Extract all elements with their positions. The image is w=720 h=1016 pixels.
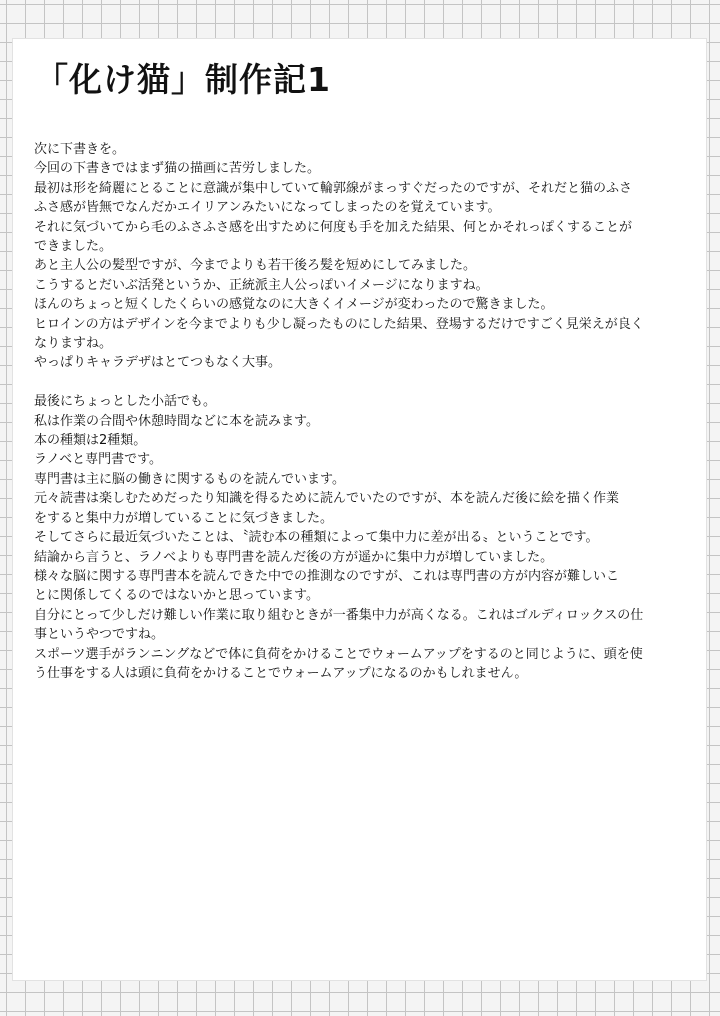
text-line: それに気づいてから毛のふさふさ感を出すために何度も手を加えた結果、何とかそれっぽくすることが [34, 219, 633, 235]
text-line: 最初は形を綺麗にとることに意識が集中していて輪郭線がまっすぐだったのですが、それだと猫のふさ [34, 180, 633, 196]
text-line: やっぱりキャラデザはとてつもなく大事。 [34, 355, 282, 371]
text-line: 自分にとって少しだけ難しい作業に取り組むときが一番集中力が高くなる。これはゴルディロックスの仕 [34, 607, 644, 623]
text-line: 元々読書は楽しむためだったり知識を得るために読んでいたのですが、本を読んだ後に絵を描く作業 [34, 491, 620, 507]
text-line: 専門書は主に脳の働きに関するものを読んでいます。 [34, 471, 345, 487]
paragraph [34, 179, 664, 218]
text-line: できました。 [34, 239, 113, 255]
text-line: そしてさらに最近気づいたことは、〝読む本の種類によって集中力に差が出る〟ということです。 [34, 530, 599, 546]
text-line: あと主人公の髪型ですが、今までよりも若干後ろ髪を短めにしてみました。 [34, 258, 477, 274]
paragraph [34, 218, 664, 257]
paragraph [34, 645, 664, 684]
text-line: 事というやつですね。 [34, 627, 165, 643]
paragraph [34, 392, 664, 411]
paragraph [34, 450, 664, 469]
paragraph [34, 489, 664, 528]
paragraph [34, 606, 664, 645]
document-title: 「化け猫」制作記1 [35, 60, 331, 99]
text-line: スポーツ選手がランニングなどで体に負荷をかけることでウォームアップをするのと同じように、頭を使 [34, 646, 643, 662]
text-line: ラノベと専門書です。 [34, 452, 163, 468]
text-line: 今回の下書きではまず猫の描画に苦労しました。 [34, 161, 321, 177]
paragraph [34, 412, 664, 431]
paragraph [34, 528, 664, 547]
paragraph [34, 256, 664, 275]
text-line: こうするとだいぶ活発というか、正統派主人公っぽいイメージになりますね。 [34, 277, 489, 293]
text-line: 次に下書きを。 [34, 142, 126, 157]
paragraph [34, 140, 664, 159]
text-line: 様々な脳に関する専門書本を読んできた中での推測なのですが、これは専門書の方が内容が難しいこ [34, 568, 620, 584]
paragraph [34, 548, 664, 567]
text-line: ほんのちょっと短くしたくらいの感覚なのに大きくイメージが変わったので驚きました。 [34, 297, 554, 313]
text-line: 本の種類は2種類。 [34, 433, 147, 449]
paragraph [34, 295, 664, 314]
text-line: なりますね。 [34, 336, 113, 352]
paragraph [34, 315, 664, 354]
paragraph [34, 470, 664, 489]
paragraph [34, 353, 664, 372]
text-line: をすると集中力が増していることに気づきました。 [34, 510, 334, 526]
text-line: 最後にちょっとした小話でも。 [34, 394, 217, 410]
text-line: ヒロインの方はデザインを今までよりも少し凝ったものにした結果、登場するだけですごく見栄えが良く [34, 316, 644, 332]
text-line: とに関係してくるのではないかと思っています。 [34, 588, 319, 604]
paragraph [34, 373, 664, 392]
paragraph [34, 431, 664, 450]
text-line: 私は作業の合間や休憩時間などに本を読みます。 [34, 413, 319, 429]
text-line: ふさ感が皆無でなんだかエイリアンみたいになってしまったのを覚えています。 [34, 200, 501, 216]
text-line: う仕事をする人は頭に負荷をかけることでウォームアップになるのかもしれません。 [34, 665, 528, 681]
paragraph [34, 567, 664, 606]
text-line [34, 373, 664, 392]
paragraph [34, 159, 664, 178]
text-line: 結論から言うと、ラノベよりも専門書を読んだ後の方が遥かに集中力が増していました。 [34, 549, 554, 565]
paragraph [34, 276, 664, 295]
document-body [34, 140, 664, 683]
